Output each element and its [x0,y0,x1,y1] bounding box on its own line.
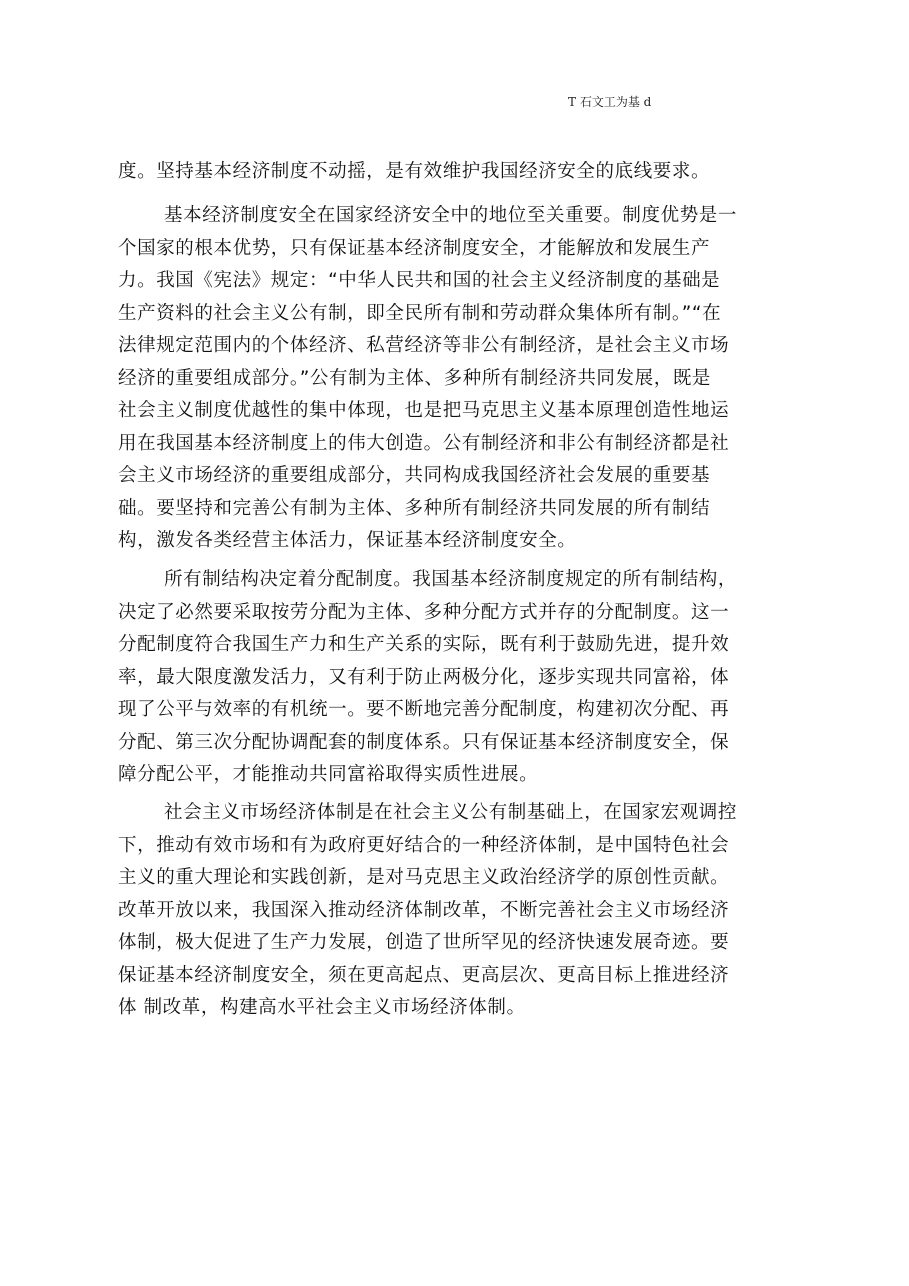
text-line: 改革开放以来，我国深入推动经济体制改革，不断完善社会主义市场经济 [118,899,730,921]
text-line: 决定了必然要采取按劳分配为主体、多种分配方式并存的分配制度。这一 [118,601,730,623]
text-line: 基本经济制度安全在国家经济安全中的地位至关重要。制度优势是一 [164,205,738,226]
text-line: 分配、第三次分配协调配套的制度体系。只有保证基本经济制度安全，保 [118,731,730,753]
text-line: 础。要坚持和完善公有制为主体、多种所有制经济共同发展的所有制结 [118,497,711,519]
text-line: 保证基本经济制度安全，须在更高起点、更高层次、更高目标上推进经济 [118,964,730,986]
text-line: 会主义市场经济的重要组成部分，共同构成我国经济社会发展的重要基 [118,465,711,486]
text-line: 力。我国《宪法》规定：“中华人民共和国的社会主义经济制度的基础是 [118,270,721,291]
text-line: 下，推动有效市场和有为政府更好结合的一种经济体制，是中国特色社会 [118,834,730,856]
text-line: 用在我国基本经济制度上的伟大创造。公有制经济和非公有制经济都是社 [118,432,730,454]
text-line: 个国家的根本优势，只有保证基本经济制度安全，才能解放和发展生产 [118,237,711,259]
text-line: 所有制结构决定着分配制度。我国基本经济制度规定的所有制结构， [164,569,738,590]
page-header: T 石文工为基 d [568,95,652,109]
text-line: 分配制度符合我国生产力和生产关系的实际，既有利于鼓励先进，提升效 [118,634,730,655]
text-line: 构，激发各类经营主体活力，保证基本经济制度安全。 [118,530,577,551]
paragraph-continuation [118,156,758,189]
text-line: 经济的重要组成部分。”公有制为主体、多种所有制经济共同发展，既是 [118,367,712,389]
text-line: 法律规定范围内的个体经济、私营经济等非公有制经济，是社会主义市场 [118,335,730,356]
paragraph-market-economy [118,797,758,1025]
text-line: 体 制改革，构建高水平社会主义市场经济体制。 [118,997,526,1018]
text-line: 率，最大限度激发活力，又有利于防止两极分化，逐步实现共同富裕，体 [118,666,730,688]
text-line: 生产资料的社会主义公有制，即全民所有制和劳动群众集体所有制。”“在 [118,302,722,324]
text-line: 社会主义制度优越性的集中体现，也是把马克思主义基本原理创造性地运 [118,400,730,421]
paragraph-basic-economic-system [118,200,758,558]
text-line: 主义的重大理论和实践创新，是对马克思主义政治经济学的原创性贡献。 [118,867,730,888]
paragraph-distribution-system [118,564,758,792]
text-line: 体制，极大促进了生产力发展，创造了世所罕见的经济快速发展奇迹。要 [118,932,730,953]
text-line: 度。坚持基本经济制度不动摇，是有效维护我国经济安全的底线要求。 [118,161,711,182]
text-line: 社会主义市场经济体制是在社会主义公有制基础上，在国家宏观调控 [164,802,738,823]
text-line: 障分配公平，才能推动共同富裕取得实质性进展。 [118,764,539,785]
text-line: 现了公平与效率的有机统一。要不断地完善分配制度，构建初次分配、再 [118,699,730,720]
